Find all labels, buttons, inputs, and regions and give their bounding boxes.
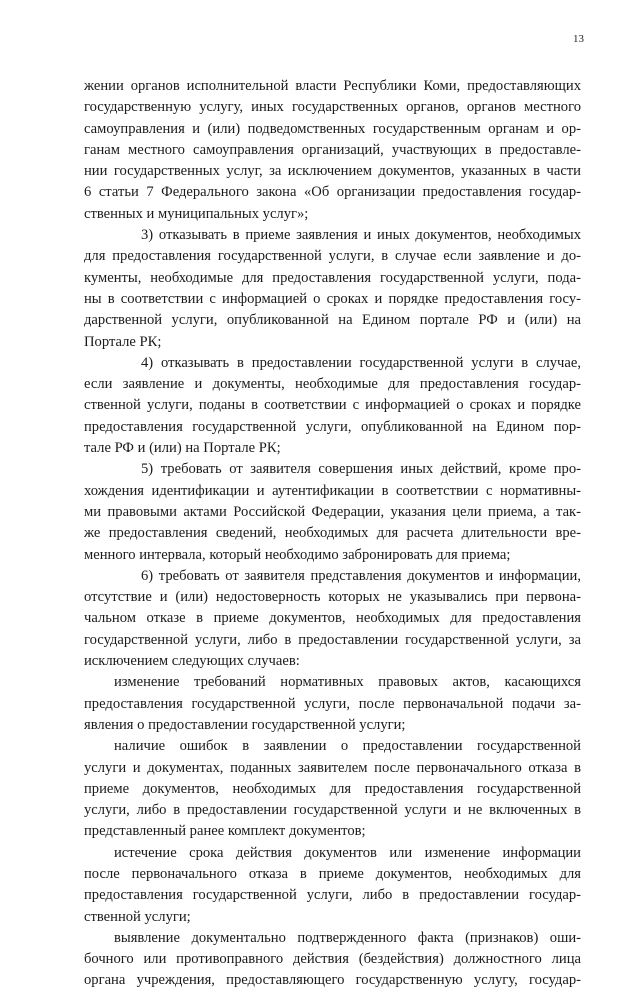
text-line: 5) требовать от заявителя совершения иных действий, кроме про- [141,461,581,478]
text-line: органа учреждения, предоставляющего государственную услугу, государ- [84,972,581,989]
text-line: после первоначального отказа в приеме документов, необходимых для [84,865,581,882]
text-line: отсутствие и (или) недостоверность которых не указывались при первона- [84,589,581,606]
text-line: предоставления государственной услуги, либо в предоставлении государ- [84,887,581,904]
text-line: ганам местного самоуправления организаций, участвующих в предоставле- [84,141,581,158]
text-line: изменение требований нормативных правовых актов, касающихся [114,674,581,691]
text-line: государственной услуги, либо в предоставлении государственной услуги, за [84,631,581,648]
text-line: предоставления государственной услуги, опубликованной на Едином пор- [84,418,581,435]
text-line: кументы, необходимые для предоставления государственной услуги, пода- [84,269,581,286]
text-line: услуги и документах, поданных заявителем после первоначального отказа в [84,759,581,776]
text-line: исключением следующих случаев: [84,653,300,670]
text-line: приеме документов, необходимых для предоставления государственной [84,780,581,797]
text-line: жении органов исполнительной власти Республики Коми, предоставляющих [84,78,581,94]
text-line: представленный ранее комплект документов; [84,823,366,840]
text-line: ны в соответствии с информацией о сроках и порядке предоставления госу- [84,290,581,307]
text-line: менного интервала, который необходимо забронировать для приема; [84,546,511,563]
text-line: истечение срока действия документов или изменение информации [114,844,581,861]
text-line: ственной услуги; [84,908,191,925]
text-line: бочного или противоправного действия (бездействия) должностного лица [84,951,581,968]
text-line: дарственной услуги, опубликованной на Едином портале РФ и (или) на [84,312,581,329]
text-line: явления о предоставлении государственной услуги; [84,716,406,733]
text-line: услуги, либо в предоставлении государственной услуги и не включенных в [84,802,581,819]
text-line: нии государственных услуг, за исключением документов, указанных в части [84,163,581,180]
text-line: Портале РК; [84,333,162,350]
text-line: наличие ошибок в заявлении о предоставлении государственной [114,738,581,755]
text-line: предоставления государственной услуги, после первоначальной подачи за- [84,695,581,712]
text-line: 6 статьи 7 Федерального закона «Об организации предоставления государ- [84,184,581,201]
text-line: 4) отказывать в предоставлении государственной услуги в случае, [141,354,581,371]
text-line: для предоставления государственной услуги, в случае если заявление и до- [84,248,581,265]
text-line: тале РФ и (или) на Портале РК; [84,440,281,457]
text-line: государственную услугу, иных государственных органов, органов местного [84,99,581,116]
text-line: 6) требовать от заявителя представления документов и информации, [141,567,581,584]
text-line: ми правовыми актами Российской Федерации, указания цели приема, а так- [84,503,581,520]
document-body [84,76,581,992]
text-line: 3) отказывать в приеме заявления и иных документов, необходимых [141,227,581,244]
page-number: 13 [573,33,584,45]
text-line: ственных и муниципальных услуг»; [84,205,309,222]
text-line: чальном отказе в приеме документов, необходимых для предоставления [84,610,581,627]
text-line: самоуправления и (или) подведомственных государственным органам и ор- [84,120,581,137]
text-line: хождения идентификации и аутентификации в соответствии с нормативны- [84,482,581,499]
text-line: же предоставления сведений, необходимых для расчета длительности вре- [84,525,581,542]
text-line: если заявление и документы, необходимые для предоставления государ- [84,376,581,393]
text-line: выявление документально подтвержденного факта (признаков) оши- [114,929,581,946]
text-line: ственной услуги, поданы в соответствии с информацией о сроках и порядке [84,397,581,414]
